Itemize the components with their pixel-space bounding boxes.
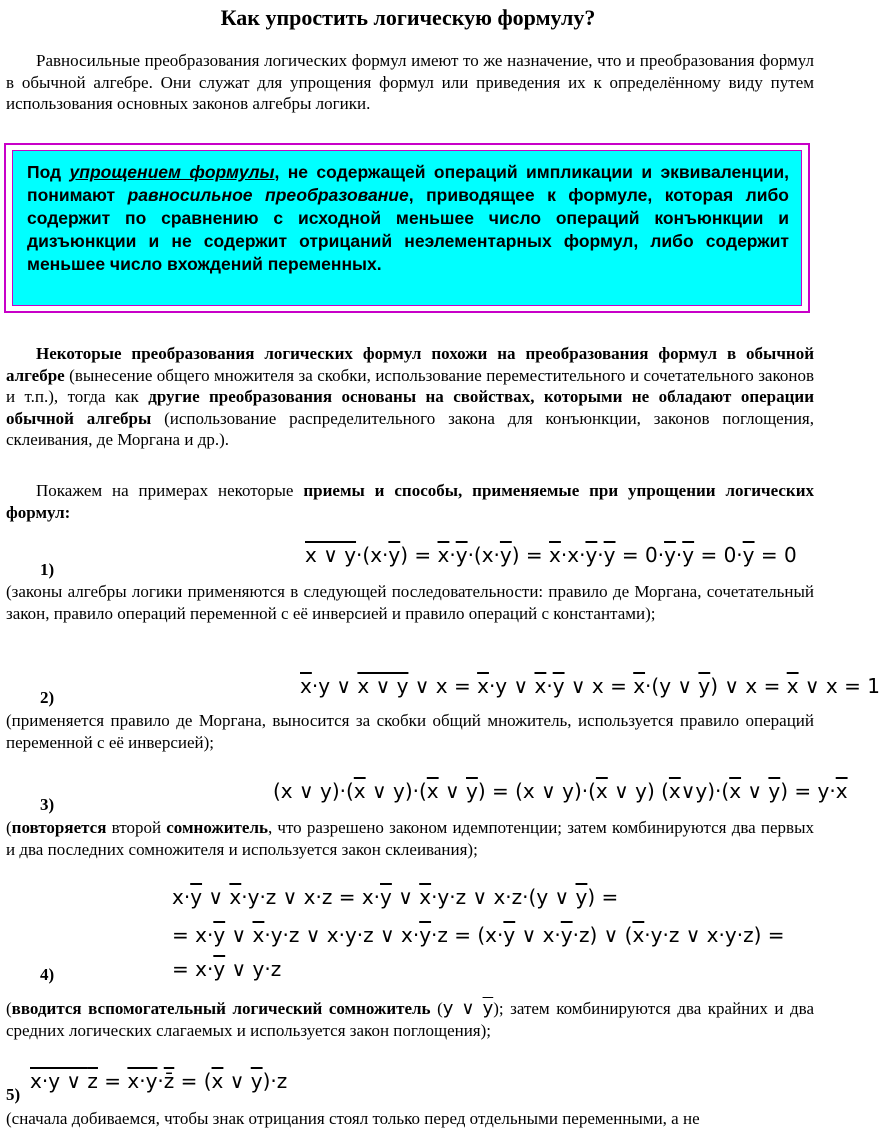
formula-5: x·y ∨ z = x·y·z̄ = ($\overline{x}$ ∨ $\overline{y})\cdot z$ [30,1069,288,1093]
formula-1: x ∨ $y\cdot(x\cdot\overline{y}) = \overline{x}\cdot\overline{y}\cdot(x\cdot\overline{y}) = \overline{x}\cdot x\cdot\overline{y}\cdot\overline{y} = 0\cdot\overline{y}\cdot\overline{y} = 0\cdot\overline{y} = 0$ [305,543,797,567]
intro-paragraph: Равносильные преобразования логических формул имеют то же назначение, что и преобразования формул в обычной алгебре. Они служат для упрощения формул или приведения их к определённому виду путем использования основных законов алгебры логики. [6,51,814,113]
definition-box [4,143,810,313]
example-4-comment: (вводится вспомогательный логический сомножитель (y ∨ $\overline{y}$); затем комбинируются два крайних и два средних логических слагаемых и используется закон поглощения); [6,998,814,1040]
formula-4-line-2: = $x\cdot\overline{y}$ ∨ $\overline{x}\cdot y\cdot z$ ∨ x·y·z ∨ $x\cdot\overline{y}\cdot z = (x\cdot\overline{y}$ ∨ $x\cdot\overline{y}\cdot z$) ∨ ($\overline{x}\cdot y\cdot z$ ∨ x·y·z) = [172,923,785,947]
example-1-comment: (законы алгебры логики применяются в следующей последовательности: правило де Моргана, сочетательный закон, правило операций переменной с её инверсией и правило операций с константами); [6,582,814,623]
definition-text: Под упрощением формулы, не содержащей операций импликации и эквиваленции, понимают равносильное преобразование, приводящее к формуле, которая либо содержит по сравнению с исходной меньшее число операций конъюнкции и дизъюнкции и не содержит отрицаний неэлементарных формул, либо содержит меньшее число вхождений переменных. [12,150,802,306]
formula-2: $\overline{x}\cdot y$ ∨ x ∨ y ∨ $x = \overline{x}\cdot y$ ∨ $\overline{x}\cdot\overline{y}$ ∨ $x = \overline{x}\cdot(y$ ∨ $\overline{y}$) ∨ $x = \overline{x}$ ∨ x = 1 [300,674,880,698]
transformations-paragraph: Некоторые преобразования логических формул похожи на преобразования формул в обычной алгебре (вынесение общего множителя за скобки, использование переместительного и сочетательного законов и т.п.), тогда как другие преобразования основаны на свойствах, которыми не обладают операции обычной алгебры (использование распределительного закона для конъюнкции, законов поглощения, склеивания, де Моргана и др.). [6,344,814,449]
example-3-comment: (повторяется второй сомножитель, что разрешено законом идемпотенции; затем комбинируются два первых и два последних сомножителя и используется закон склеивания); [6,818,814,859]
example-3-number: 3) [40,795,55,814]
formula-4-line-1: $x\cdot\overline{y}$ ∨ $\overline{x}\cdot y\cdot z$ ∨ $x\cdot z = x\cdot\overline{y}$ ∨ $\overline{x}\cdot y\cdot z$ ∨ x·z·(y ∨ $\overline{y}$) = [172,885,619,909]
example-1-number: 1) [40,560,55,579]
example-2-comment: (применяется правило де Моргана, выносится за скобки общий множитель, используется правило операций переменной с её инверсией); [6,711,814,752]
formula-3: (x ∨ $y)\cdot(\overline{x}$ ∨ $y)\cdot(\overline{x}$ ∨ $\overline{y}) = (x$ ∨ $y)\cdot(\overline{x}$ ∨ y) $(\overline{x}\vee y)\cdot(\overline{x}$ ∨ $\overline{y}) = y\cdot\overline{x}$ [273,779,848,803]
example-4-number: 4) [40,965,55,984]
page-title: Как упростить логическую формулу? [220,5,596,30]
example-2-number: 2) [40,688,55,707]
example-5-number: 5) [6,1085,21,1104]
examples-intro: Покажем на примерах некоторые приемы и способы, применяемые при упрощении логических формул: [6,481,815,522]
example-5-comment: (сначала добиваемся, чтобы знак отрицания стоял только перед отдельными переменными, а не [6,1109,700,1128]
formula-4-line-3: = $x\cdot\overline{y}$ ∨ y·z [172,957,282,981]
